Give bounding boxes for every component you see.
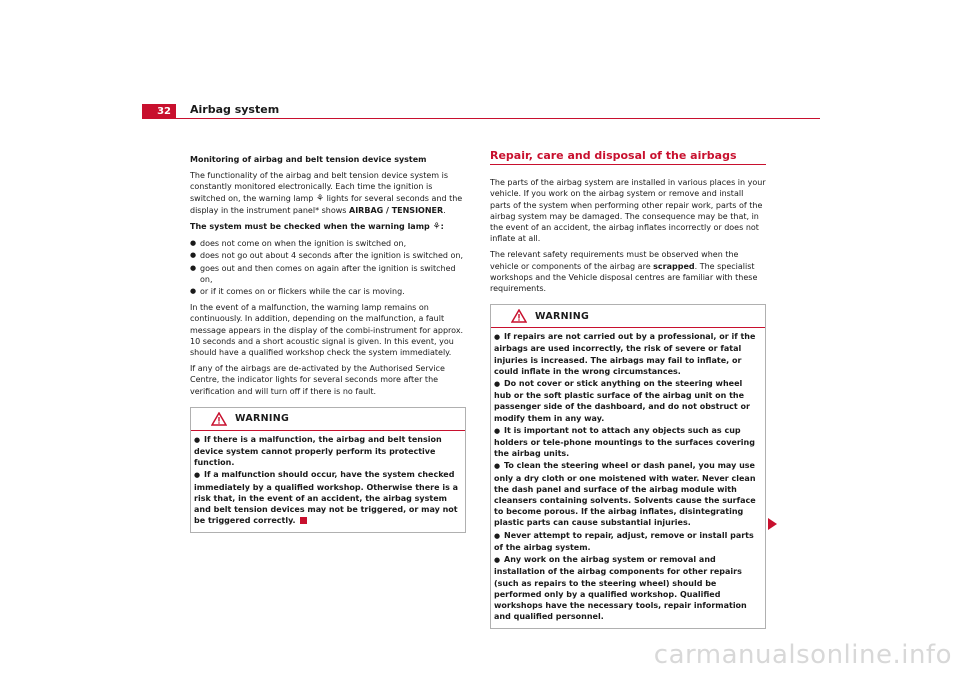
- list-item: ● It is important not to attach any objects such as cup holders or tele-phone mountings to the surfaces covering the airbag units.: [494, 425, 762, 460]
- list-item: ● does not come on when the ignition is switched on,: [190, 238, 466, 249]
- airbag-lamp-icon: ⚘: [315, 193, 325, 204]
- list-item: ● If a malfunction should occur, have the system checked immediately by a qualified workshop. Otherwise there is a risk that, in the event of an accident, the airbag system and belt tension devices may not be triggered, or may not be triggered correctly.: [194, 469, 462, 526]
- warning-triangle-icon: [511, 309, 527, 323]
- next-page-arrow-icon[interactable]: [768, 518, 777, 530]
- right-column: [490, 150, 766, 629]
- list-item: ● If there is a malfunction, the airbag and belt tension device system cannot properly perform its protective function.: [194, 434, 462, 469]
- list-item: ● Do not cover or stick anything on the steering wheel hub or the soft plastic surface of the airbag unit on the passenger side of the dashboard, and do not obstruct or modify them in any way.: [494, 378, 762, 424]
- check-list: [190, 238, 466, 297]
- list-item: ● goes out and then comes on again after the ignition is switched on,: [190, 263, 466, 285]
- section-title: Repair, care and disposal of the airbags: [490, 150, 766, 165]
- repair-paragraph: The parts of the airbag system are installed in various places in your vehicle. If you work on the airbag system or remove and install parts of the system when performing other repair work, parts of the airbag system may be damaged. The consequence may be that, in the event of an accident, the airbag inflates incorrectly or does not inflate at all.: [490, 178, 766, 244]
- section-end-icon: [300, 517, 307, 524]
- list-item: ● Any work on the airbag system or removal and installation of the airbag components for other repairs (such as repairs to the steering wheel) should be performed only by a qualified workshop. Qualified workshops have the necessary tools, repair information and qualified personnel.: [494, 554, 762, 622]
- left-column: [190, 154, 466, 533]
- check-lead: The system must be checked when the warning lamp ⚘:: [190, 222, 444, 233]
- airbag-lamp-icon: ⚘: [432, 222, 441, 233]
- chapter-title: Airbag system: [190, 103, 280, 116]
- warning-box-right: [490, 304, 766, 629]
- warning-title: WARNING: [235, 413, 290, 425]
- list-item: ● or if it comes on or flickers while the car is moving.: [190, 286, 466, 297]
- list-item: ● To clean the steering wheel or dash panel, you may use only a dry cloth or one moistened with water. Never clean the dash panel and surface of the airbag module with cleansers containing solvents. Solvents cause the surface to become porous. If the airbag inflates, disintegrating plastic parts can cause substantial injuries.: [494, 460, 762, 528]
- warning-box-left: [190, 407, 466, 534]
- list-item: ● Never attempt to repair, adjust, remove or install parts of the airbag system.: [494, 530, 762, 553]
- monitoring-heading: Monitoring of airbag and belt tension device system: [190, 155, 427, 164]
- monitoring-paragraph: The functionality of the airbag and belt tension device system is constantly monitored electronically. Each time the ignition is switched on, the warning lamp ⚘ lights for several seconds and the display in the instrument panel* shows AIRBAG / TENSIONER.: [190, 171, 463, 215]
- disposal-paragraph: The relevant safety requirements must be observed when the vehicle or components of the airbag are scrapped. The specialist workshops and the Vehicle disposal centres are familiar with these requirements.: [490, 250, 758, 294]
- warning-title: WARNING: [535, 310, 590, 322]
- list-item: ● does not go out about 4 seconds after the ignition is switched on,: [190, 250, 466, 261]
- page-number: 32: [142, 104, 176, 119]
- warning-header: [491, 305, 765, 328]
- malfunction-paragraph: In the event of a malfunction, the warning lamp remains on continuously. In addition, depending on the malfunction, a fault message appears in the display of the combi-instrument for approx. 10 seconds and a short acoustic signal is given. In this event, you should have a qualified workshop check the system immediately.: [190, 303, 464, 358]
- warning-header: [191, 408, 465, 431]
- watermark: carmanualsonline.info: [653, 640, 952, 670]
- warning-triangle-icon: [211, 412, 227, 426]
- deactivation-paragraph: If any of the airbags are de-activated by the Authorised Service Centre, the indicator lights for several seconds more after the verification and will turn off if there is no fault.: [190, 364, 445, 396]
- list-item: ● If repairs are not carried out by a professional, or if the airbags are used incorrectly, the risk of severe or fatal injuries is increased. The airbags may fail to inflate, or could inflate in the wrong circumstances.: [494, 331, 762, 377]
